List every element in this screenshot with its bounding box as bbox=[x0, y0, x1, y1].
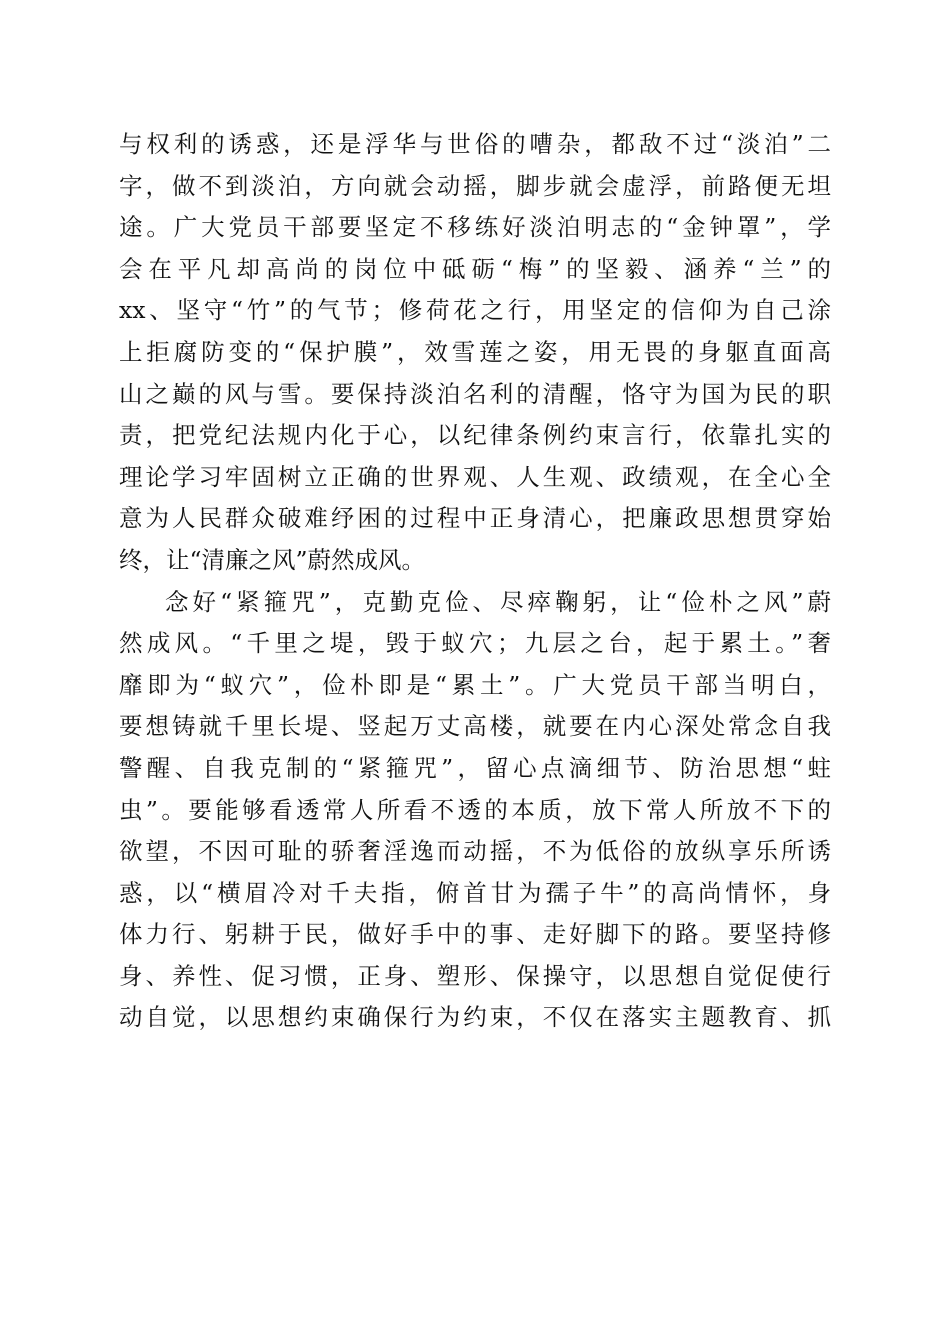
text-line: 靡即为“蚁穴”，俭朴即是“累土”。广大党员干部当明白， bbox=[119, 670, 831, 699]
text-line: 上拒腐防变的“保护膜”，效雪莲之姿，用无畏的身躯直面高 bbox=[119, 337, 831, 366]
text-line: 警醒、自我克制的“紧箍咒”，留心点滴细节、防治思想“蛀 bbox=[119, 753, 831, 782]
text-line: 理论学习牢固树立正确的世界观、人生观、政绩观，在全心全 bbox=[119, 462, 831, 491]
paragraph-2 bbox=[119, 582, 831, 1040]
text-line: 念好“紧箍咒”，克勤克俭、尽瘁鞠躬，让“俭朴之风”蔚 bbox=[165, 587, 831, 616]
text-line: 然成风。“千里之堤，毁于蚁穴；九层之台，起于累土。”奢 bbox=[119, 629, 831, 658]
text-line: 责，把党纪法规内化于心，以纪律条例约束言行，依靠扎实的 bbox=[119, 421, 831, 450]
text-line: 字，做不到淡泊，方向就会动摇，脚步就会虚浮，前路便无坦 bbox=[119, 171, 831, 200]
text-line: 体力行、躬耕于民，做好手中的事、走好脚下的路。要坚持修 bbox=[119, 920, 831, 949]
text-line: 意为人民群众破难纾困的过程中正身清心，把廉政思想贯穿始 bbox=[119, 504, 831, 533]
text-line: 途。广大党员干部要坚定不移练好淡泊明志的“金钟罩”，学 bbox=[119, 213, 831, 242]
text-line: 与权利的诱惑，还是浮华与世俗的嘈杂，都敌不过“淡泊”二 bbox=[119, 130, 831, 158]
text-line: 动自觉，以思想约束确保行为约束，不仅在落实主题教育、抓 bbox=[119, 1003, 831, 1032]
text-line: 身、养性、促习惯，正身、塑形、保操守，以思想自觉促使行 bbox=[119, 961, 831, 990]
text-line: 欲望，不因可耻的骄奢淫逸而动摇，不为低俗的放纵享乐所诱 bbox=[119, 837, 831, 866]
paragraph-1 bbox=[119, 124, 831, 582]
text-line: 要想铸就千里长堤、竖起万丈高楼，就要在内心深处常念自我 bbox=[119, 712, 831, 741]
text-line: 惑，以“横眉冷对千夫指，俯首甘为孺子牛”的高尚情怀，身 bbox=[119, 878, 831, 907]
body-text bbox=[119, 124, 831, 1039]
text-line: 虫”。要能够看透常人所看不透的本质，放下常人所放不下的 bbox=[119, 795, 831, 824]
text-line: 山之巅的风与雪。要保持淡泊名利的清醒，恪守为国为民的职 bbox=[119, 379, 831, 408]
text-line: xx、坚守“竹”的气节；修荷花之行，用坚定的信仰为自己涂 bbox=[119, 296, 831, 325]
text-line: 终，让“清廉之风”蔚然成风。 bbox=[119, 545, 426, 574]
text-line: 会在平凡却高尚的岗位中砥砺“梅”的坚毅、涵养“兰”的 bbox=[119, 254, 831, 283]
